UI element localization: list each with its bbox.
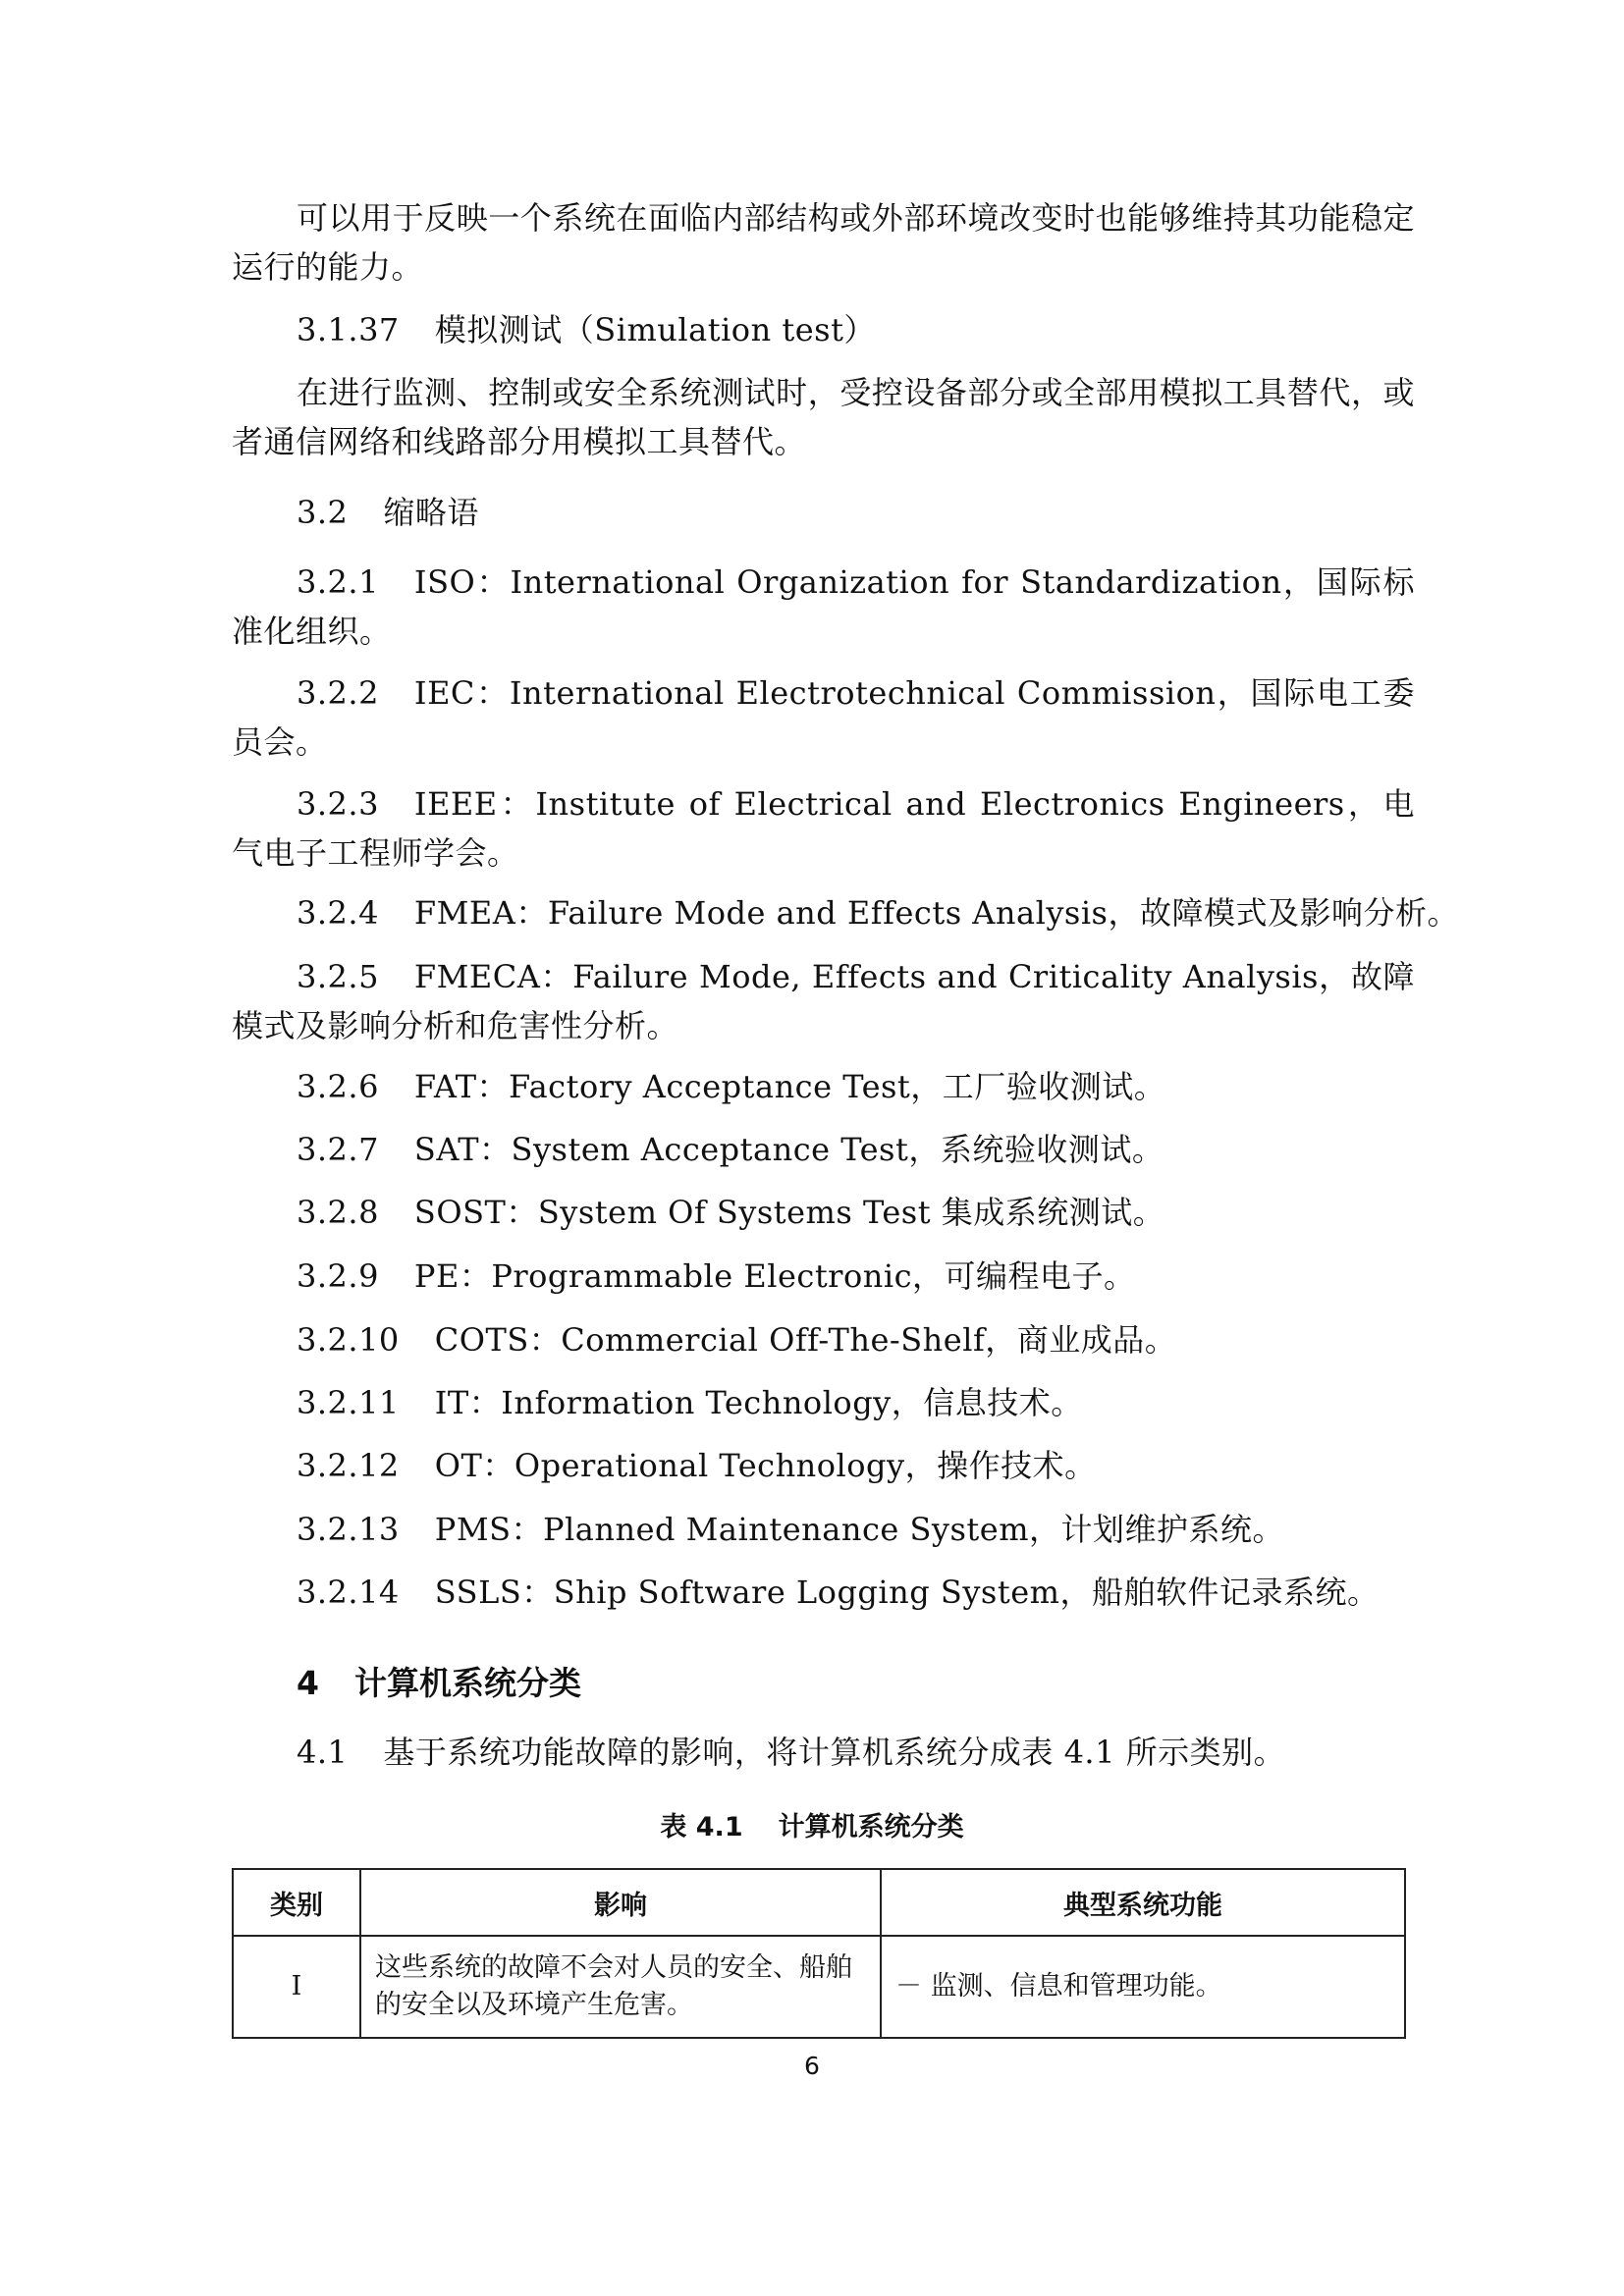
section-number: 3.2 bbox=[297, 494, 349, 531]
abbreviation-item: 3.2.3 IEEE：Institute of Electrical and Electronics Engineers，电气电子工程师学会。 bbox=[232, 785, 1415, 872]
cell-impact: 这些系统的故障不会对人员的安全、船舶的安全以及环境产生危害。 bbox=[360, 1936, 881, 2038]
abbreviation-item: 3.2.12 OT：Operational Technology，操作技术。 bbox=[297, 1447, 1097, 1484]
abbreviation-item: 3.2.2 IEC：International Electrotechnical Commission，国际电工委员会。 bbox=[232, 674, 1415, 761]
abbreviation-item: 3.2.14 SSLS：Ship Software Logging System，船舶软件记录系统。 bbox=[297, 1574, 1380, 1611]
table-header-row bbox=[233, 1869, 1405, 1936]
section-3-2-heading bbox=[297, 488, 1416, 537]
section-4-heading: 4 计算机系统分类 bbox=[297, 1664, 581, 1702]
abbreviation-item: 3.2.5 FMECA：Failure Mode, Effects and Criticality Analysis，故障模式及影响分析和危害性分析。 bbox=[232, 958, 1415, 1044]
abbreviation-item: 3.2.11 IT：Information Technology，信息技术。 bbox=[297, 1384, 1083, 1421]
abbreviation-item: 3.2.1 ISO：International Organization for Standardization，国际标准化组织。 bbox=[232, 563, 1415, 650]
table-row bbox=[233, 1936, 1405, 2038]
section-title: 缩略语 bbox=[383, 494, 479, 531]
abbreviation-item: 3.2.13 PMS：Planned Maintenance System，计划维护系统。 bbox=[297, 1511, 1285, 1548]
paragraph-3-1-36-continuation: 可以用于反映一个系统在面临内部结构或外部环境改变时也能够维持其功能稳定运行的能力。 bbox=[232, 199, 1415, 286]
abbreviation-item: 3.2.8 SOST：System Of Systems Test 集成系统测试。 bbox=[297, 1194, 1165, 1231]
term-title: 模拟测试（Simulation test） bbox=[434, 311, 876, 348]
classification-table bbox=[232, 1868, 1406, 2039]
abbreviation-item: 3.2.7 SAT：System Acceptance Test，系统验收测试。 bbox=[297, 1131, 1164, 1168]
paragraph-4-1: 4.1 基于系统功能故障的影响，将计算机系统分成表 4.1 所示类别。 bbox=[297, 1734, 1286, 1771]
abbreviation-item: 3.2.6 FAT：Factory Acceptance Test，工厂验收测试。 bbox=[297, 1068, 1166, 1105]
abbreviation-item: 3.2.9 PE：Programmable Electronic，可编程电子。 bbox=[297, 1257, 1136, 1295]
cell-category: I bbox=[233, 1936, 360, 2038]
column-header-typical-functions: 典型系统功能 bbox=[881, 1869, 1405, 1936]
page-number: 6 bbox=[804, 2052, 820, 2080]
cell-typical-functions: － 监测、信息和管理功能。 bbox=[881, 1936, 1405, 2038]
term-3-1-37-heading bbox=[297, 305, 1416, 354]
column-header-category: 类别 bbox=[233, 1869, 360, 1936]
abbreviation-item: 3.2.10 COTS：Commercial Off-The-Shelf，商业成品。 bbox=[297, 1321, 1177, 1359]
column-header-impact: 影响 bbox=[360, 1869, 881, 1936]
paragraph-3-1-37-definition: 在进行监测、控制或安全系统测试时，受控设备部分或全部用模拟工具替代，或者通信网络和线路部分用模拟工具替代。 bbox=[232, 374, 1415, 460]
term-number: 3.1.37 bbox=[297, 311, 400, 348]
table-caption: 表 4.1 计算机系统分类 bbox=[660, 1812, 964, 1842]
abbreviation-item: 3.2.4 FMEA：Failure Mode and Effects Analysis，故障模式及影响分析。 bbox=[297, 894, 1459, 932]
